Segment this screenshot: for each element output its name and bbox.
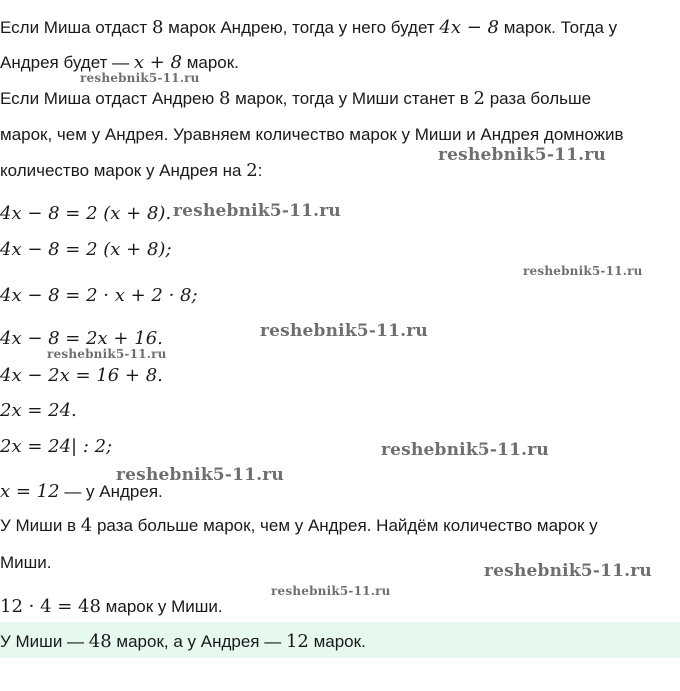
text: Если Миша отдаст: [0, 18, 152, 37]
text: марок, тогда у Миши станет в: [230, 89, 474, 108]
text: марок Андрею, тогда у него будет: [163, 18, 440, 37]
text: раза больше марок, чем у Андрея. Найдём количество марок у: [92, 516, 598, 535]
math: x = 12: [0, 481, 60, 502]
result-misha: [0, 596, 223, 618]
text: У Миши —: [0, 632, 89, 651]
math: 8: [218, 88, 231, 109]
text: количество марок у Андрея на: [0, 161, 247, 180]
math: 12: [285, 631, 309, 652]
text: :: [257, 161, 263, 180]
text-line-6: [0, 515, 598, 537]
math: 48: [88, 631, 112, 652]
watermark: reshebnik5-11.ru: [523, 264, 643, 278]
math: 2: [246, 160, 258, 181]
watermark: reshebnik5-11.ru: [381, 440, 549, 460]
math: 8: [151, 17, 164, 38]
text-line-1: [0, 17, 617, 39]
equation-5: 4x − 2x = 16 + 8.: [0, 365, 163, 386]
text-line-4: [0, 124, 624, 146]
equation-2: 4x − 8 = 2 (x + 8);: [0, 239, 172, 260]
watermark: reshebnik5-11.ru: [271, 584, 391, 598]
equation-6: 2x = 24.: [0, 400, 77, 421]
text: марок.: [181, 53, 239, 72]
text: У Миши в: [0, 516, 81, 535]
watermark: reshebnik5-11.ru: [438, 145, 606, 165]
text: Если Миша отдаст Андрею: [0, 89, 219, 108]
math: 4x − 8: [439, 17, 499, 38]
math: 12 · 4 = 48: [0, 596, 101, 617]
text: марок, чем у Андрея. Уравняем количество марок у Миши и Андрея домножив: [0, 125, 624, 144]
text: — у Андрея.: [59, 482, 163, 501]
answer-text: [0, 631, 366, 653]
watermark: reshebnik5-11.ru: [80, 71, 200, 85]
text-line-5: [0, 160, 262, 182]
watermark: reshebnik5-11.ru: [47, 347, 167, 361]
text: раза больше: [484, 89, 592, 108]
text-line-7: [0, 552, 52, 574]
text: Миши.: [0, 553, 52, 572]
watermark: reshebnik5-11.ru: [260, 321, 428, 341]
text: марок у Миши.: [100, 597, 223, 616]
equation-1: 4x − 8 = 2 (x + 8).: [0, 203, 172, 224]
math: 2: [473, 88, 485, 109]
text: Андрея будет —: [0, 53, 134, 72]
equation-3: 4x − 8 = 2 · x + 2 · 8;: [0, 285, 198, 306]
text: марок.: [308, 632, 366, 651]
text-line-3: [0, 88, 591, 110]
watermark: reshebnik5-11.ru: [484, 561, 652, 581]
equation-7: 2x = 24| : 2;: [0, 436, 113, 457]
text: марок. Тогда у: [498, 18, 618, 37]
text: марок, а у Андрея —: [111, 632, 286, 651]
math: 4: [80, 515, 93, 536]
math: x + 8: [133, 52, 182, 73]
equation-4: 4x − 8 = 2x + 16.: [0, 328, 163, 349]
watermark: reshebnik5-11.ru: [116, 465, 284, 485]
watermark: reshebnik5-11.ru: [173, 201, 341, 221]
